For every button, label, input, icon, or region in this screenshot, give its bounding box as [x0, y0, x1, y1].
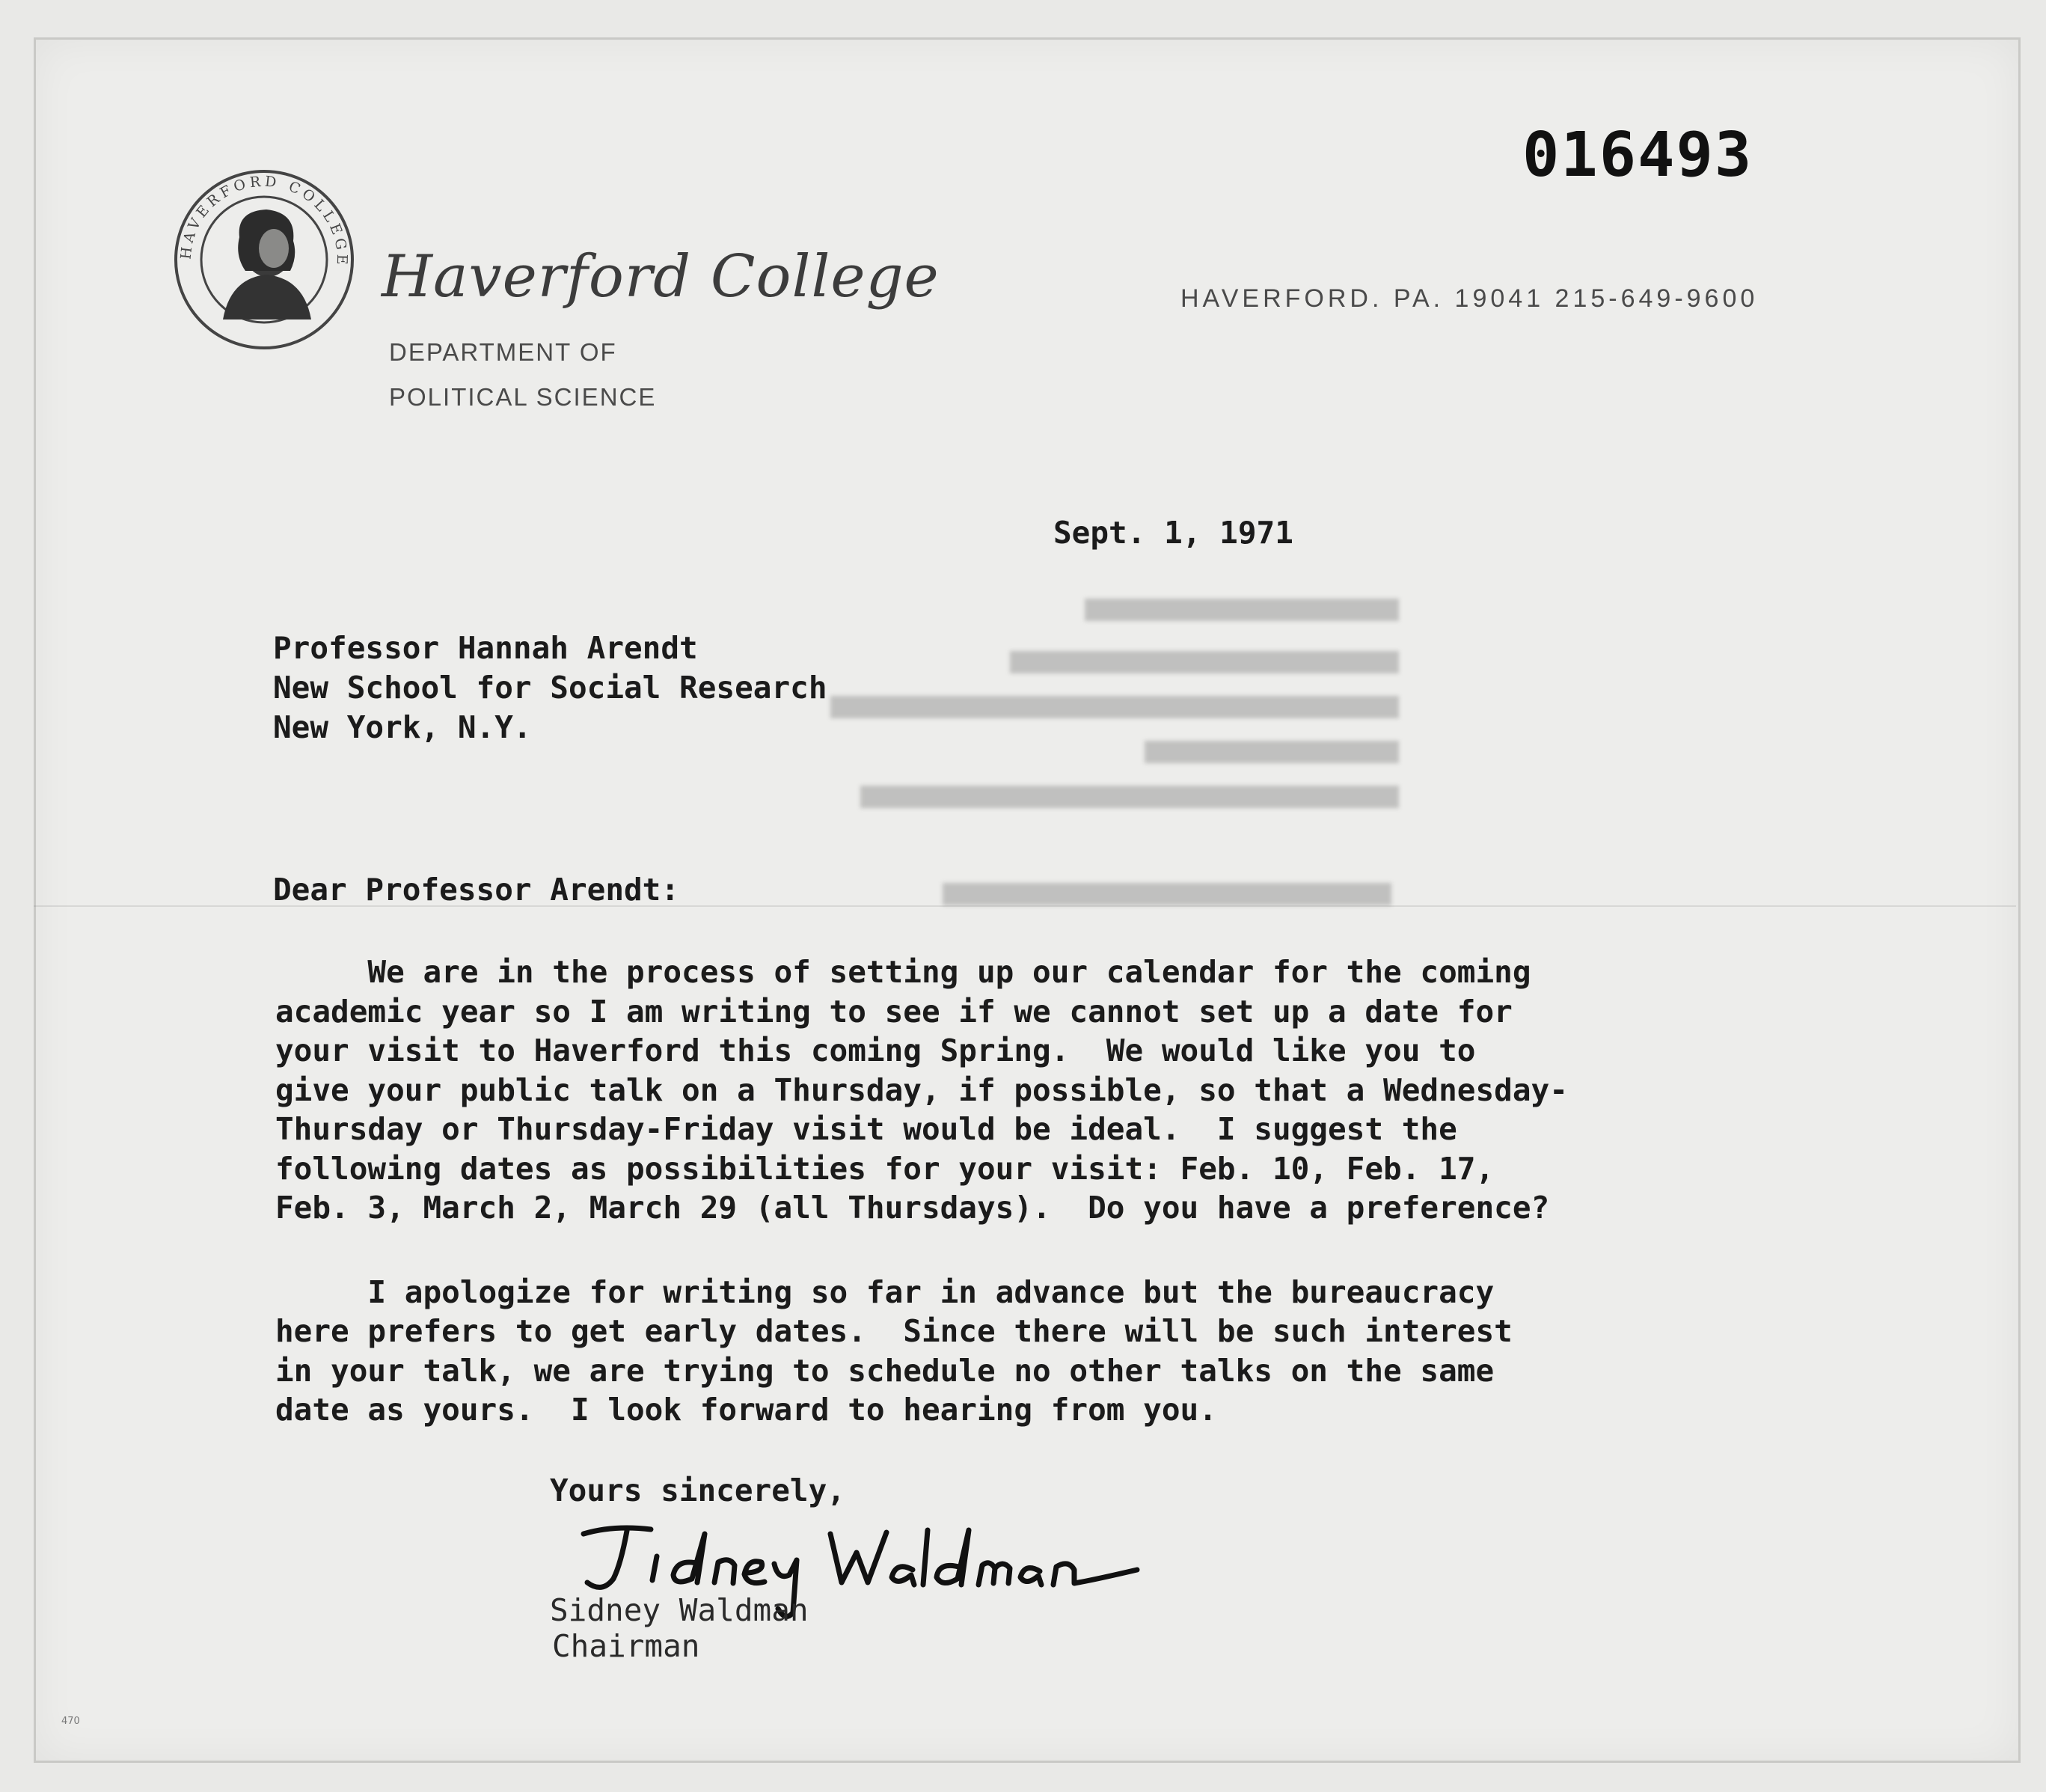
bleed-through-block [778, 599, 1399, 845]
paragraph-2-line: I apologize for writing so far in advance but the bureaucracy [275, 1274, 1495, 1310]
college-name: Haverford College [382, 243, 940, 311]
paragraph-1-line: Thursday or Thursday-Friday visit would be ideal. I suggest the [275, 1111, 1457, 1147]
archive-number: 016493 [1522, 120, 1754, 191]
paragraph-2-line: date as yours. I look forward to hearing from you. [275, 1392, 1217, 1428]
recipient-line-2: New School for Social Research [273, 670, 827, 706]
paragraph-1-line: We are in the process of setting up our calendar for the coming [275, 954, 1531, 990]
form-number: 470 [61, 1716, 80, 1727]
paragraph-2-line: in your talk, we are trying to schedule no other talks on the same [275, 1353, 1495, 1389]
paragraph-1-line: give your public talk on a Thursday, if possible, so that a Wednesday- [275, 1072, 1568, 1108]
college-seal [171, 166, 358, 353]
bleed-through-line [943, 883, 1391, 913]
letterhead-address: HAVERFORD. PA. 19041 215-649-9600 [1180, 284, 1759, 313]
paragraph-1-line: your visit to Haverford this coming Spring. We would like you to [275, 1033, 1476, 1068]
department-line-1: DEPARTMENT OF [389, 338, 617, 366]
recipient-line-3: New York, N.Y. [273, 709, 532, 745]
paragraph-2-line: here prefers to get early dates. Since there will be such interest [275, 1313, 1513, 1349]
department-line-2: POLITICAL SCIENCE [389, 383, 657, 411]
paragraph-1-line: academic year so I am writing to see if we cannot set up a date for [275, 994, 1513, 1030]
letter-date: Sept. 1, 1971 [1053, 515, 1293, 551]
signer-name: Sidney Waldman [550, 1592, 809, 1628]
salutation: Dear Professor Arendt: [273, 872, 680, 908]
paragraph-1-line: following dates as possibilities for your visit: Feb. 10, Feb. 17, [275, 1151, 1495, 1187]
seal-ring-text: HAVERFORD COLLEGE [177, 173, 351, 269]
paragraph-1-line: Feb. 3, March 2, March 29 (all Thursdays). Do you have a preference? [275, 1190, 1550, 1226]
recipient-line-1: Professor Hannah Arendt [273, 630, 698, 666]
closing: Yours sincerely, [550, 1473, 845, 1508]
signer-title: Chairman [552, 1628, 700, 1664]
